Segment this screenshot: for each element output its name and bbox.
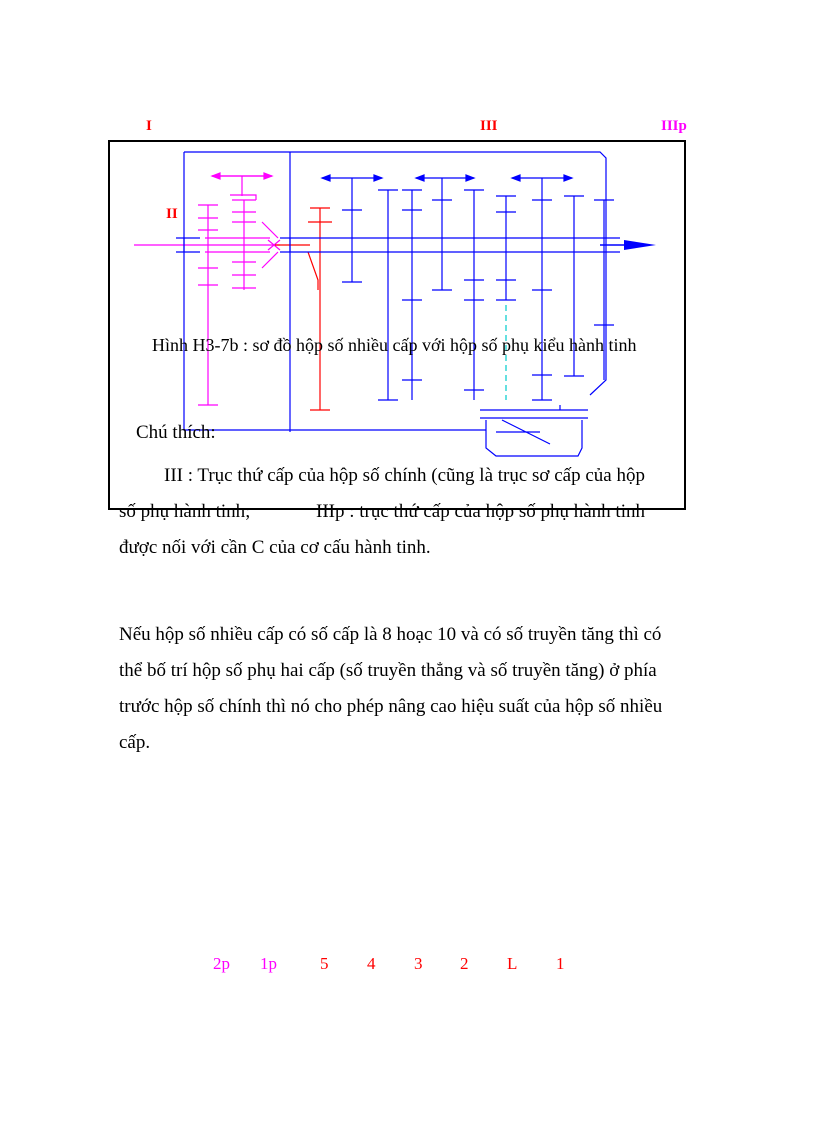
gear-label-2p: 2p [213, 954, 230, 973]
gear-label-L: L [507, 954, 518, 973]
notes-line-3: được nối với cần C của cơ cấu hành tinh. [119, 537, 431, 558]
notes-line-1: III : Trục thứ cấp của hộp số chính (cũng là trục sơ cấp của hộp [164, 465, 645, 486]
body-line-2: thể bố trí hộp số phụ hai cấp (số truyền thẳng và số truyền tăng) ở phía [119, 660, 657, 681]
shaft-label-II: II [166, 206, 178, 222]
shaft-label-III: III [480, 118, 498, 134]
gear-label-2: 2 [460, 954, 469, 973]
notes-line-2b: IIIp : trục thứ cấp của hộp số phụ hành tinh [316, 501, 645, 522]
body-line-1: Nếu hộp số nhiều cấp có số cấp là 8 hoạc 10 và có số truyền tăng thì có [119, 624, 662, 645]
notes-title: Chú thích: [136, 422, 216, 443]
input-shaft [134, 176, 280, 405]
shaft-label-I: I [146, 118, 152, 134]
body-line-3: trước hộp số chính thì nó cho phép nâng cao hiệu suất của hộp số nhiều [119, 696, 663, 717]
gear-label-1p: 1p [260, 954, 277, 973]
shaft-label-IIIp: IIIp [661, 118, 687, 134]
shift-forks [322, 175, 572, 210]
output-arrow [600, 240, 656, 250]
body-line-4: cấp. [119, 732, 151, 753]
figure-caption: Hình H3-7b : sơ đồ hộp số nhiều cấp với hộp số phụ kiểu hành tinh [152, 335, 637, 355]
housing-outline [184, 152, 606, 432]
gear-label-1: 1 [556, 954, 565, 973]
gear-label-5: 5 [320, 954, 329, 973]
notes-line-2a: số phụ hành tinh; [119, 501, 251, 522]
main-shaft [176, 190, 620, 456]
gear-label-4: 4 [367, 954, 376, 973]
gear-label-3: 3 [414, 954, 423, 973]
